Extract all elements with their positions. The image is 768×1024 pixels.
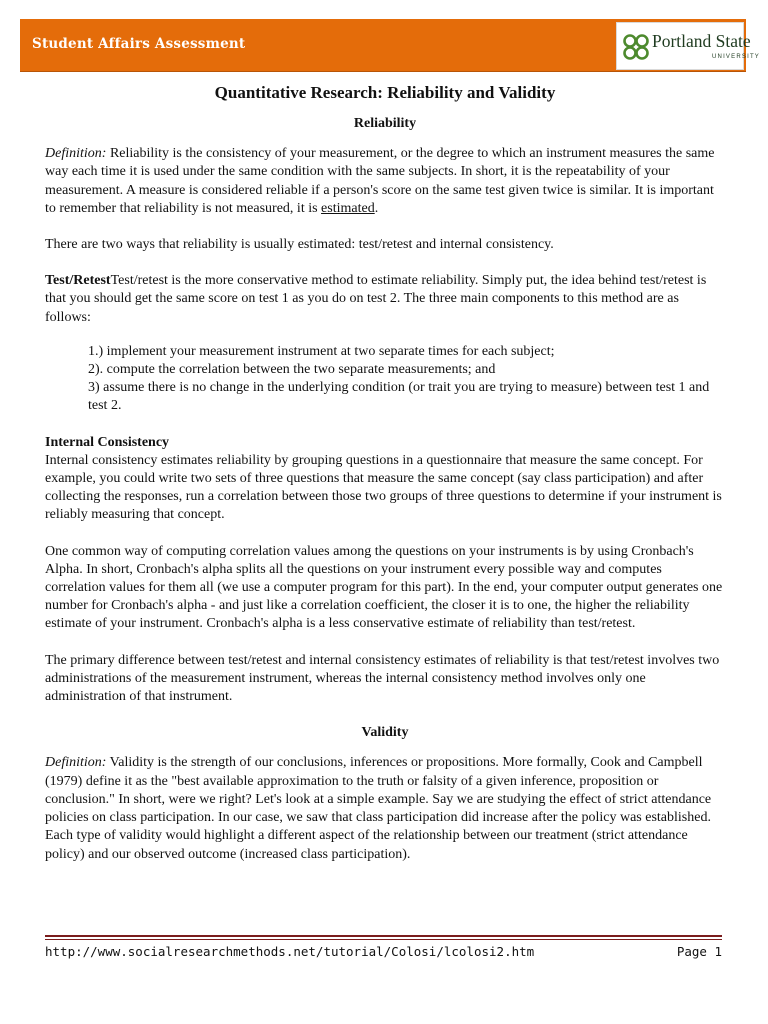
- components-list: [45, 343, 725, 416]
- footer-rule: [45, 935, 722, 937]
- list-item: 1.) implement your measurement instrument at two separate times for each subject;: [88, 343, 555, 359]
- validity-heading: Validity: [361, 725, 409, 741]
- page-title: Quantitative Research: Reliability and Validity: [214, 83, 556, 102]
- university-logo: [616, 22, 761, 70]
- validity-definition: [45, 754, 725, 863]
- list-item: 2). compute the correlation between the two separate measurements; and: [88, 362, 496, 378]
- reliability-heading: Reliability: [353, 116, 417, 131]
- difference-paragraph: The primary difference between test/retest and internal consistency estimates of reliability is that test/retest involves two administrations of the measurement instrument, whereas the internal consistency method involves only one administration of that instrument.: [45, 652, 720, 705]
- internal-consistency-heading: Internal Consistency: [45, 434, 170, 450]
- document-body: [45, 82, 725, 882]
- header-banner: [20, 19, 761, 72]
- estimated-word: estimated: [321, 200, 375, 216]
- definition-label: Definition:: [45, 146, 107, 162]
- footer-rule: [45, 939, 722, 940]
- list-item: 3) assume there is no change in the underlying condition (or trait you are trying to measure) between test 1 and test 2.: [88, 380, 710, 414]
- page-number: Page 1: [676, 944, 722, 959]
- footer-url: http://www.socialresearchmethods.net/tutorial/Colosi/lcolosi2.htm: [45, 944, 535, 959]
- internal-consistency-paragraph: Internal consistency estimates reliability by grouping questions in a questionnaire that measure the same concept. For example, you could write two sets of three questions that measure the same concept (say class participation) and after collecting the responses, run a correlation between those two groups of three questions to determine if your instrument is reliably measuring that concept.: [45, 452, 722, 523]
- test-retest-label: Test/Retest: [45, 273, 111, 289]
- definition-label: Definition:: [45, 755, 107, 771]
- definition-end: .: [374, 200, 379, 216]
- header-title: Student Affairs Assessment: [32, 36, 246, 52]
- definition-text: Validity is the strength of our conclusions, inferences or propositions. More formally, Cook and Campbell (1979) define it as the "best available approximation to the truth or falsity of a given inference, proposition or conclusion." In short, were we right? Let's look at a simple example. Say we are studying the effect of strict attendance policies on class participation. In our case, we saw that class participation did increase after the policy was established. Each type of validity would highlight a different aspect of the relationship between our treatment (strict attendance policy) and our observed outcome (increased class participation).: [45, 755, 712, 862]
- test-retest-text: Test/retest is the more conservative method to estimate reliability. Simply put, the idea behind test/retest is that you should get the same score on test 1 as you do on test 2. The three main components to this method are as follows:: [45, 273, 707, 325]
- logo-emblem-icon: [623, 34, 649, 60]
- test-retest-paragraph: [45, 272, 725, 327]
- logo-subtitle: UNIVERSITY: [712, 54, 761, 60]
- two-ways-paragraph: There are two ways that reliability is usually estimated: test/retest and internal consistency.: [45, 237, 554, 253]
- reliability-definition: [45, 145, 725, 218]
- cronbach-paragraph: One common way of computing correlation values among the questions on your instruments is by using Cronbach's Alpha. In short, Cronbach's alpha splits all the questions on your instrument every possible way and computes correlation values for them all (we use a computer program for this part). In the end, your computer output generates one number for Cronbach's alpha - and just like a correlation coefficient, the closer it is to one, the higher the reliability estimate of your instrument. Cronbach's alpha is a less conservative estimate of reliability than test/retest.: [45, 543, 723, 632]
- logo-name: Portland State: [652, 31, 751, 51]
- definition-text: Reliability is the consistency of your measurement, or the degree to which an instrument measures the same way each time it is used under the same condition with the same subjects. In short, it is the repeatability of your measurement. A measure is considered reliable if a person's score on the same test given twice is similar. It is important to remember that reliability is not measured, it is: [45, 146, 715, 216]
